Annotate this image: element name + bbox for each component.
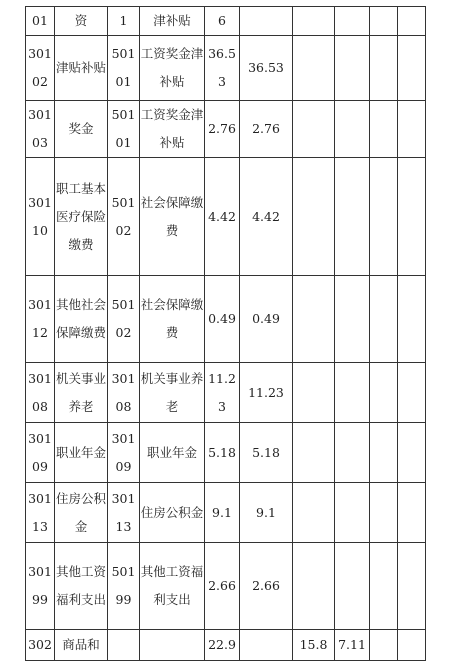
table-cell: 2.76 <box>205 101 240 158</box>
table-cell <box>398 276 426 363</box>
table-cell <box>293 483 335 543</box>
table-cell: 50102 <box>108 276 140 363</box>
table-cell <box>335 7 370 36</box>
table-cell: 30109 <box>26 423 55 483</box>
table-cell: 9.1 <box>205 483 240 543</box>
table-cell: 50101 <box>108 36 140 101</box>
table-cell: 0.49 <box>205 276 240 363</box>
table-cell: 4.42 <box>205 158 240 276</box>
table-cell: 其他工资福利支出 <box>140 543 205 630</box>
table-cell <box>240 630 293 661</box>
table-cell: 2.76 <box>240 101 293 158</box>
table-cell <box>398 158 426 276</box>
table-cell <box>370 36 398 101</box>
table-cell: 6 <box>205 7 240 36</box>
table-row <box>26 630 426 661</box>
table-cell: 机关事业养老 <box>140 363 205 423</box>
table-cell <box>398 7 426 36</box>
table-cell: 50102 <box>108 158 140 276</box>
table-cell: 30109 <box>108 423 140 483</box>
table-cell <box>240 7 293 36</box>
table-cell: 其他社会保障缴费 <box>55 276 108 363</box>
table-cell <box>335 276 370 363</box>
table-cell <box>398 483 426 543</box>
table-cell: 2.66 <box>205 543 240 630</box>
table-cell <box>335 363 370 423</box>
table-row <box>26 158 426 276</box>
table-cell: 30108 <box>108 363 140 423</box>
table-cell: 22.9 <box>205 630 240 661</box>
budget-table <box>25 6 426 661</box>
table-cell: 职业年金 <box>55 423 108 483</box>
table-cell <box>335 423 370 483</box>
table-cell: 住房公积金 <box>55 483 108 543</box>
table-cell: 住房公积金 <box>140 483 205 543</box>
table-cell: 工资奖金津补贴 <box>140 101 205 158</box>
table-cell: 30199 <box>26 543 55 630</box>
table-cell: 302 <box>26 630 55 661</box>
table-cell <box>335 543 370 630</box>
table-cell <box>370 363 398 423</box>
table-cell: 36.53 <box>205 36 240 101</box>
table-cell <box>293 363 335 423</box>
table-cell: 30113 <box>108 483 140 543</box>
table-cell <box>293 543 335 630</box>
table-row <box>26 483 426 543</box>
table-cell <box>370 7 398 36</box>
table-cell <box>140 630 205 661</box>
table-row <box>26 363 426 423</box>
table-row <box>26 276 426 363</box>
table-cell: 机关事业养老 <box>55 363 108 423</box>
table-cell <box>370 158 398 276</box>
table-cell: 职业年金 <box>140 423 205 483</box>
table-cell: 社会保障缴费 <box>140 158 205 276</box>
table-cell <box>335 483 370 543</box>
table-cell: 其他工资福利支出 <box>55 543 108 630</box>
table-cell: 工资奖金津补贴 <box>140 36 205 101</box>
table-cell <box>370 276 398 363</box>
table-row <box>26 36 426 101</box>
table-cell: 9.1 <box>240 483 293 543</box>
table-cell <box>335 36 370 101</box>
table-cell <box>398 423 426 483</box>
table-cell: 2.66 <box>240 543 293 630</box>
table-cell: 01 <box>26 7 55 36</box>
table-cell: 30102 <box>26 36 55 101</box>
table-cell: 50101 <box>108 101 140 158</box>
table-cell <box>398 36 426 101</box>
table-cell: 30108 <box>26 363 55 423</box>
table-cell: 15.8 <box>293 630 335 661</box>
table-row <box>26 101 426 158</box>
table-row <box>26 423 426 483</box>
table-cell: 奖金 <box>55 101 108 158</box>
table-cell <box>293 101 335 158</box>
table-cell: 1 <box>108 7 140 36</box>
table-cell: 津补贴 <box>140 7 205 36</box>
table-cell <box>370 483 398 543</box>
table-cell <box>293 36 335 101</box>
table-cell <box>398 543 426 630</box>
table-cell: 30113 <box>26 483 55 543</box>
table-cell: 30112 <box>26 276 55 363</box>
table-cell: 36.53 <box>240 36 293 101</box>
table-cell: 0.49 <box>240 276 293 363</box>
table-cell <box>398 630 426 661</box>
table-cell <box>370 423 398 483</box>
table-cell: 30110 <box>26 158 55 276</box>
table-cell <box>108 630 140 661</box>
table-cell: 5.18 <box>240 423 293 483</box>
table-cell <box>370 630 398 661</box>
table-cell: 社会保障缴费 <box>140 276 205 363</box>
table-cell <box>335 101 370 158</box>
table-cell <box>335 158 370 276</box>
table-cell: 11.23 <box>205 363 240 423</box>
table-row <box>26 7 426 36</box>
table-cell: 5.18 <box>205 423 240 483</box>
table-cell: 资 <box>55 7 108 36</box>
table-cell: 4.42 <box>240 158 293 276</box>
table-cell <box>398 363 426 423</box>
table-cell <box>293 158 335 276</box>
table-cell <box>370 543 398 630</box>
table-cell <box>293 7 335 36</box>
table-cell <box>370 101 398 158</box>
table-cell <box>293 276 335 363</box>
table-cell: 7.11 <box>335 630 370 661</box>
table-cell <box>398 101 426 158</box>
table-cell: 商品和 <box>55 630 108 661</box>
table-cell: 津贴补贴 <box>55 36 108 101</box>
table-cell <box>293 423 335 483</box>
table-cell: 30103 <box>26 101 55 158</box>
table-cell: 50199 <box>108 543 140 630</box>
table-cell: 11.23 <box>240 363 293 423</box>
table-cell: 职工基本医疗保险缴费 <box>55 158 108 276</box>
table-row <box>26 543 426 630</box>
